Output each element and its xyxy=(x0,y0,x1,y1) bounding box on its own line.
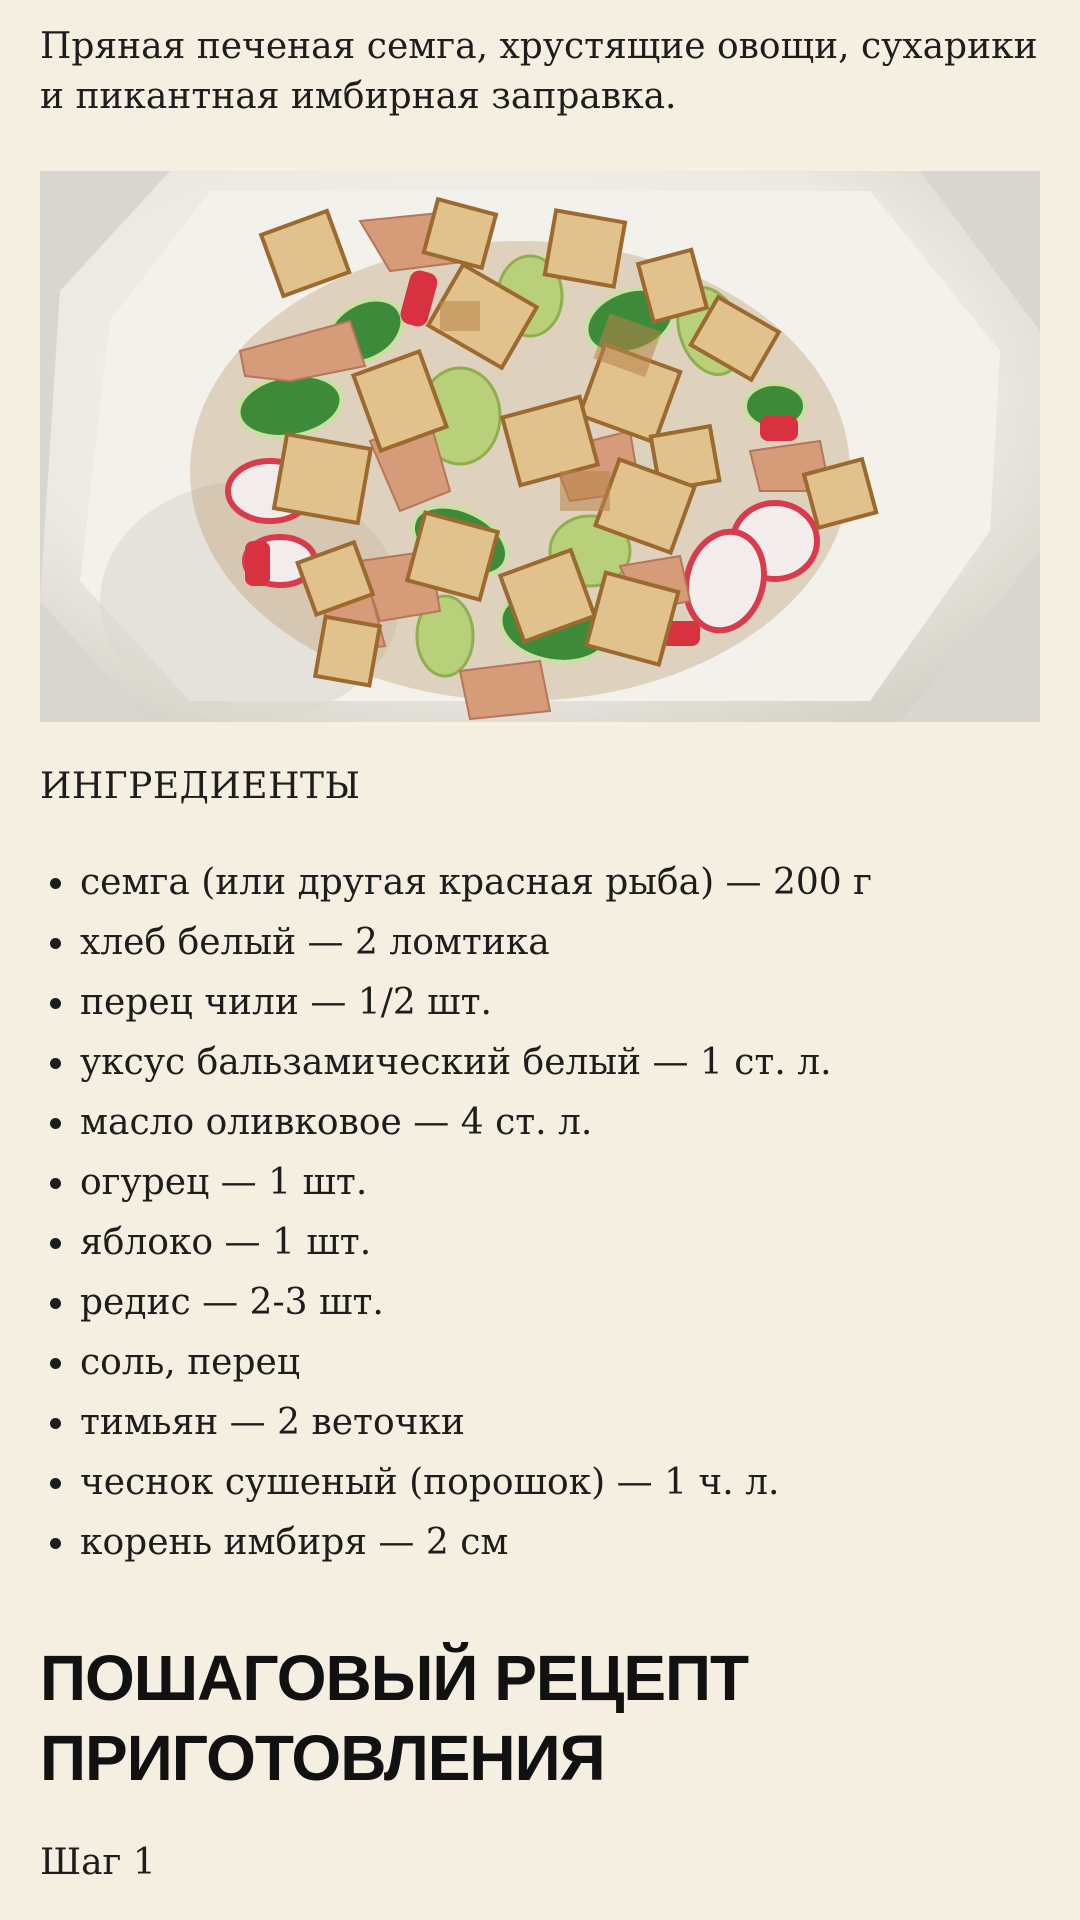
bullet-icon xyxy=(50,1298,61,1309)
ingredient-item xyxy=(40,1093,872,1153)
ingredient-text: хлеб белый — 2 ломтика xyxy=(80,922,550,963)
ingredients-list xyxy=(40,853,872,1573)
ingredient-item xyxy=(40,973,872,1033)
ingredient-text: редис — 2-3 шт. xyxy=(80,1282,384,1323)
ingredient-item xyxy=(40,1453,872,1513)
bullet-icon xyxy=(50,1118,61,1129)
bullet-icon xyxy=(50,1538,61,1549)
ingredients-heading: ИНГРЕДИЕНТЫ xyxy=(40,766,361,807)
ingredient-item xyxy=(40,1513,872,1573)
ingredient-item xyxy=(40,913,872,973)
ingredient-item xyxy=(40,1033,872,1093)
bullet-icon xyxy=(50,1238,61,1249)
ingredient-text: корень имбиря — 2 см xyxy=(80,1522,509,1563)
step-label: Шаг 1 xyxy=(40,1842,156,1883)
ingredient-item xyxy=(40,1213,872,1273)
bullet-icon xyxy=(50,1058,61,1069)
ingredient-item xyxy=(40,1333,872,1393)
ingredient-text: перец чили — 1/2 шт. xyxy=(80,982,492,1023)
ingredient-text: масло оливковое — 4 ст. л. xyxy=(80,1102,593,1143)
ingredient-text: уксус бальзамический белый — 1 ст. л. xyxy=(80,1042,832,1083)
bullet-icon xyxy=(50,1358,61,1369)
bullet-icon xyxy=(50,998,61,1009)
bullet-icon xyxy=(50,1178,61,1189)
ingredient-text: соль, перец xyxy=(80,1342,300,1383)
recipe-intro: Пряная печеная семга, хрустящие овощи, сухарики и пикантная имбирная заправка. xyxy=(40,26,1038,117)
recipe-photo xyxy=(40,171,1040,722)
ingredient-item xyxy=(40,853,872,913)
bullet-icon xyxy=(50,1478,61,1489)
ingredient-text: чеснок сушеный (порошок) — 1 ч. л. xyxy=(80,1462,780,1503)
bullet-icon xyxy=(50,1418,61,1429)
ingredient-item xyxy=(40,1273,872,1333)
bullet-icon xyxy=(50,938,61,949)
ingredient-text: тимьян — 2 веточки xyxy=(80,1402,465,1443)
bullet-icon xyxy=(50,878,61,889)
ingredient-item xyxy=(40,1153,872,1213)
ingredient-text: семга (или другая красная рыба) — 200 г xyxy=(80,862,873,903)
ingredient-text: огурец — 1 шт. xyxy=(80,1162,368,1203)
ingredient-text: яблоко — 1 шт. xyxy=(80,1222,372,1263)
steps-heading: ПОШАГОВЫЙ РЕЦЕПТ ПРИГОТОВЛЕНИЯ xyxy=(40,1642,749,1794)
ingredient-item xyxy=(40,1393,872,1453)
